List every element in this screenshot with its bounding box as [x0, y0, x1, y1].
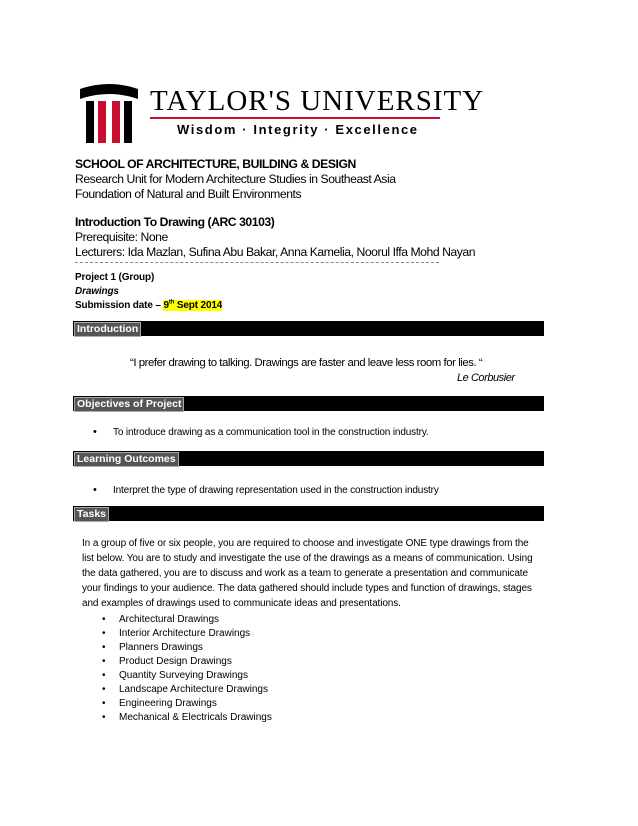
submission-day: 9 — [163, 300, 169, 311]
section-bar-tasks — [73, 506, 544, 521]
bullet-icon: • — [102, 642, 106, 653]
list-item-text: Interior Architecture Drawings — [119, 628, 251, 639]
list-item — [102, 613, 272, 627]
bullet-icon: • — [102, 670, 106, 681]
bullet-icon: • — [102, 628, 106, 639]
objective-text: To introduce drawing as a communication tool in the construction industry. — [113, 427, 429, 438]
list-item — [102, 669, 272, 683]
bullet-icon: • — [93, 484, 97, 496]
bullet-icon: • — [93, 426, 97, 438]
list-item — [93, 483, 439, 498]
list-item — [93, 425, 429, 440]
submission-label: Submission date – — [75, 300, 164, 311]
list-item-text: Engineering Drawings — [119, 698, 217, 709]
submission-month-year: Sept 2014 — [174, 300, 223, 311]
bullet-icon: • — [102, 684, 106, 695]
list-item — [102, 697, 272, 711]
list-item — [102, 627, 272, 641]
logo-motto: Wisdom · Integrity · Excellence — [177, 122, 419, 137]
logo-rule — [150, 117, 440, 119]
programme-name: Foundation of Natural and Built Environments — [75, 187, 302, 201]
submission-date — [75, 299, 222, 313]
list-item-text: Architectural Drawings — [119, 614, 220, 625]
project-title: Project 1 (Group) — [75, 272, 155, 283]
section-heading-outcomes: Learning Outcomes — [74, 452, 179, 467]
section-bar-objectives — [73, 396, 544, 411]
list-item-text: Product Design Drawings — [119, 656, 232, 667]
logo-wordmark: TAYLOR'S UNIVERSITY — [150, 85, 485, 117]
drawing-types-list — [102, 613, 272, 725]
project-subtitle: Drawings — [75, 286, 119, 297]
list-item-text: Planners Drawings — [119, 642, 203, 653]
quote-author: Le Corbusier — [457, 372, 515, 384]
taylors-crest-icon — [78, 81, 140, 143]
bullet-icon: • — [102, 656, 106, 667]
section-bar-introduction — [73, 321, 544, 336]
list-item — [102, 711, 272, 725]
list-item-text: Landscape Architecture Drawings — [119, 684, 268, 695]
section-bar-outcomes — [73, 451, 544, 466]
bullet-icon: • — [102, 712, 106, 723]
tasks-paragraph: In a group of five or six people, you are required to choose and investigate ONE type drawings from the list below. You are to study and investigate the use of the drawings as a means of communication. Using the data gathered, you are to discuss and work as a team to generate a presentation and communicate your findings to your audience. The data gathered should include types and function of drawings, stages and examples of drawings used to communicate ideas and presentations. — [82, 538, 533, 609]
lecturers: Lecturers: Ida Mazlan, Sufina Abu Bakar, Anna Kamelia, Noorul Iffa Mohd Nayan — [75, 245, 476, 259]
section-heading-objectives: Objectives of Project — [74, 397, 184, 412]
list-item-text: Mechanical & Electricals Drawings — [119, 712, 272, 723]
submission-suffix: th — [168, 299, 175, 306]
outcome-text: Interpret the type of drawing representation used in the construction industry — [113, 485, 439, 496]
prerequisite: Prerequisite: None — [75, 230, 168, 244]
course-title: Introduction To Drawing (ARC 30103) — [75, 215, 275, 229]
divider — [75, 262, 439, 264]
list-item — [102, 641, 272, 655]
bullet-icon: • — [102, 614, 106, 625]
list-item-text: Quantity Surveying Drawings — [119, 670, 248, 681]
submission-date-value — [163, 300, 222, 311]
section-heading-tasks: Tasks — [74, 507, 109, 522]
research-unit: Research Unit for Modern Architecture Studies in Southeast Asia — [75, 172, 396, 186]
section-heading-introduction: Introduction — [74, 322, 141, 337]
list-item — [102, 683, 272, 697]
list-item — [102, 655, 272, 669]
bullet-icon: • — [102, 698, 106, 709]
intro-quote: “I prefer drawing to talking. Drawings are faster and leave less room for lies. “ — [130, 357, 483, 369]
school-name: SCHOOL OF ARCHITECTURE, BUILDING & DESIGN — [75, 157, 356, 171]
